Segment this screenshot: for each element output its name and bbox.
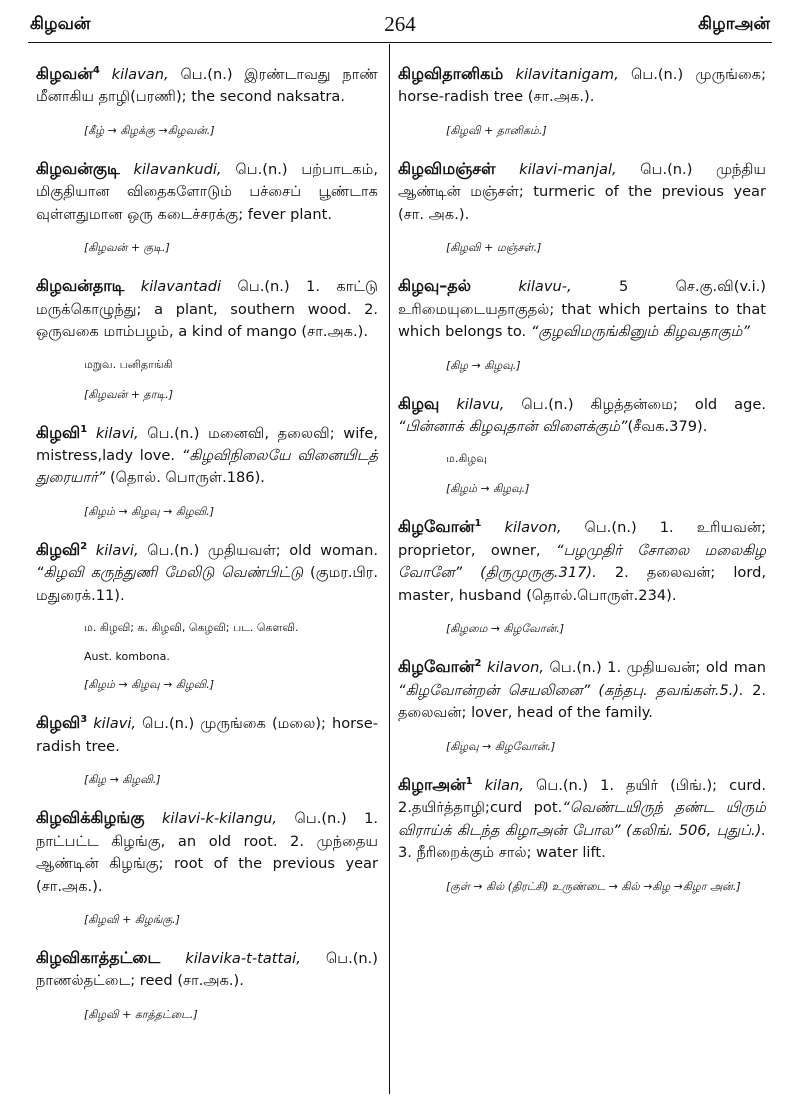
citation-source: (சீவக.379). <box>627 417 708 435</box>
entry-text <box>36 419 378 490</box>
transliteration: kilavi, <box>93 715 137 733</box>
etymology: [கிழமை → கிழவோன்.] <box>446 622 565 636</box>
dictionary-entry <box>36 272 378 418</box>
definition: பெ.(n.) கிழத்தன்மை; old age. <box>504 395 766 413</box>
transliteration: kilavu-, <box>518 278 572 296</box>
transliteration: kilavu, <box>456 395 505 413</box>
entry-text <box>398 60 766 109</box>
definition: பெ.(n.) 1. காட்டு மருக்கொழுந்து; a plant, southern wood. 2. ஒருவகை மாம்பழம், a kind of mango (சா.அக.). <box>36 278 378 341</box>
transliteration: kilavika-t-tattai, <box>185 949 301 967</box>
notes <box>36 358 378 373</box>
definition: பெ.(n.) இரண்டாவது நாண் மீனாகிய தாழி(பரணி); the second naksatra. <box>36 65 378 106</box>
transliteration: kilavon, <box>504 519 562 537</box>
entry-text <box>36 536 378 607</box>
etymology: [கிழம் → கிழவு.] <box>446 482 530 496</box>
entry-text <box>398 272 766 343</box>
citation-source: (தொல். பொருள்.186). <box>105 469 265 487</box>
headword: கிழவிதானிகம் <box>398 63 504 83</box>
notes <box>398 452 766 467</box>
etymology: [கிழவன் + தாடி.] <box>84 387 174 401</box>
headword: கிழவி <box>36 422 81 442</box>
transliteration: kilavitanigam, <box>515 65 619 83</box>
entry-gap <box>36 1023 378 1039</box>
header-rule <box>28 42 772 43</box>
dictionary-entry <box>398 60 766 155</box>
left-column <box>36 60 378 1039</box>
transliteration: kilavi, <box>95 424 139 442</box>
header-left-guideword: கிழவன் <box>30 14 91 34</box>
homonym-number: 4 <box>92 65 100 76</box>
entry-text <box>36 60 378 109</box>
etymology: [கிழ → கிழவி.] <box>84 773 161 787</box>
cognate-note: ம. கிழவி; க. கிழவி, கெழவி; பட. கெளவி. <box>84 621 299 635</box>
transliteration: kilavi, <box>95 541 139 559</box>
headword: கிழவோன் <box>398 657 475 677</box>
headword: கிழவன்தாடி <box>36 276 125 296</box>
entry-text <box>398 390 766 439</box>
entry-gap <box>36 928 378 944</box>
entry-gap <box>36 788 378 804</box>
definition: பெ.(n.) பற்பாடகம், மிகுதியான விதைகளோடும் பச்சைப் பூண்டாக வுள்ளதுமான ஒரு கடைச்சரக்கு; fever plant. <box>36 160 378 223</box>
definition: பெ.(n.) 1. முதியவன்; old man <box>544 659 767 677</box>
transliteration: kilan, <box>484 776 524 794</box>
entry-gap <box>398 637 766 653</box>
definition: பெ.(n.) 1. நாட்பட்ட கிழங்கு, an old root. 2. முந்தைய ஆண்டின் கிழங்கு; root of the previous year (சா.அக.). <box>36 810 378 895</box>
homonym-number: 1 <box>80 423 88 435</box>
page-number: 264 <box>384 12 416 36</box>
dictionary-entry <box>36 709 378 804</box>
etymology: [கிழவு → கிழவோன்.] <box>446 739 556 753</box>
entry-gap <box>398 374 766 390</box>
entry-gap <box>36 403 378 419</box>
etymology: [குள் → கில் (திரட்சி) உருண்டை → கில் →கிழ →கிழா அன்.] <box>446 879 741 893</box>
homonym-number: 3 <box>80 714 88 726</box>
entry-text <box>36 709 378 758</box>
entry-text <box>398 771 766 865</box>
page-header <box>0 14 800 38</box>
cognate-note: மறுவ. பனிதாங்கி <box>84 357 173 371</box>
dictionary-entry <box>398 155 766 272</box>
headword: கிழவி <box>36 713 81 733</box>
dictionary-entry <box>36 944 378 1039</box>
dictionary-entry <box>398 390 766 514</box>
headword: கிழவன் <box>36 63 93 83</box>
dictionary-entry <box>36 60 378 155</box>
headword: கிழவிக்கிழங்கு <box>36 808 145 828</box>
headword: கிழவு–தல் <box>398 276 471 296</box>
definition: பெ.(n.) முருங்கை (மலை); horse-radish tree. <box>36 715 379 755</box>
dictionary-entry <box>36 419 378 536</box>
cognate-note: Aust. kombona. <box>84 650 170 664</box>
homonym-number: 2 <box>474 658 482 670</box>
headword: கிழவன்குடி <box>36 158 120 178</box>
etymology: [கிழம் → கிழவு → கிழவி.] <box>84 678 214 692</box>
headword: கிழவோன் <box>398 517 475 537</box>
definition: பெ.(n.) முந்திய ஆண்டின் மஞ்சள்; turmeric of the previous year (சா. அக.). <box>398 160 767 223</box>
citation-quote: “வெண்டயிருந் தண்ட யிரும் விராய்க் கிடந்த கிழாஅன் போல” (கலிங். 506, புதுப்.). <box>398 799 766 839</box>
transliteration: kilavan, <box>111 65 169 83</box>
citation-quote: “கிழவிநிலையே வினையிடத் துரையார்” <box>36 446 378 487</box>
definition: பெ.(n.) 1. உரியவன்; proprietor, owner, <box>398 519 766 559</box>
entry-gap <box>398 497 766 513</box>
dictionary-entry <box>36 536 378 709</box>
citation-source: (குமர.பிர. மதுரைக்.11). <box>36 564 378 604</box>
entry-gap <box>398 256 766 272</box>
entry-gap <box>36 693 378 709</box>
entry-text <box>398 513 766 607</box>
homonym-number: 1 <box>474 518 482 530</box>
entry-gap <box>36 139 378 155</box>
transliteration: kilavon, <box>487 659 544 677</box>
etymology: [கீழ் → கிழக்கு →கிழவன்.] <box>84 123 215 137</box>
transliteration: kilavankudi, <box>133 160 222 178</box>
etymology: [கிழ → கிழவு.] <box>446 358 521 372</box>
headword: கிழாஅன் <box>398 774 466 794</box>
headword: கிழவிமஞ்சள் <box>398 158 496 178</box>
citation-quote: “கிழவி கருந்துணி மேலிடு வெண்பிட்டு <box>36 564 304 582</box>
entry-gap <box>398 755 766 771</box>
dictionary-entry <box>398 272 766 389</box>
etymology: [கிழவி + மஞ்சள்.] <box>446 241 542 255</box>
entry-text <box>36 272 378 343</box>
transliteration: kilavantadi <box>140 278 222 296</box>
citation-quote: “பழமுதிர் சோலை மலைகிழ வோனே” (திருமுருகு.317). <box>398 541 766 582</box>
etymology: [கிழவி + கிழங்கு.] <box>84 913 180 927</box>
transliteration: kilavi-manjal, <box>519 160 617 178</box>
entry-text <box>36 804 378 898</box>
etymology: [கிழவி + தானிகம்.] <box>446 123 547 137</box>
dictionary-entry <box>398 653 766 770</box>
notes <box>36 621 378 663</box>
entry-gap <box>398 895 766 911</box>
entry-text <box>398 653 766 724</box>
citation-source: 2. தலைவன்; lord, master, husband (தொல்.பொருள்.234). <box>398 564 767 604</box>
dictionary-entry <box>36 804 378 944</box>
etymology: [கிழவன் + குடி.] <box>84 241 170 255</box>
transliteration: kilavi-k-kilangu, <box>161 810 278 828</box>
cognate-note: ம.கிழவு <box>446 452 487 466</box>
entry-gap <box>36 256 378 272</box>
dictionary-entry <box>398 513 766 653</box>
definition: பெ.(n.) நாணல்தட்டை; reed (சா.அக.). <box>36 949 378 990</box>
etymology: [கிழவி + காத்தட்டை.] <box>84 1007 198 1021</box>
right-column <box>398 60 766 911</box>
citation-source: 3. நீரிறைக்கும் சால்; water lift. <box>398 844 606 862</box>
citation-source: 2. தலைவன்; lover, head of the family. <box>398 681 766 722</box>
entry-gap <box>398 139 766 155</box>
definition: பெ.(n.) முருங்கை; horse-radish tree (சா.அக.). <box>398 65 766 106</box>
homonym-number: 2 <box>80 540 88 552</box>
entry-text <box>36 155 378 226</box>
dictionary-entry <box>398 771 766 911</box>
entry-gap <box>36 520 378 536</box>
citation-quote: “கிழவோன்றன் செயலினை” (கந்தபு. தவங்கள்.5.). <box>398 681 744 699</box>
homonym-number: 1 <box>465 775 473 787</box>
citation-quote: “பின்னாக் கிழவுதான் விளைக்கும்” <box>398 417 628 435</box>
etymology: [கிழம் → கிழவு → கிழவி.] <box>84 504 214 518</box>
definition: பெ.(n.) மனைவி, தலைவி; wife, mistress,lady love. <box>36 424 379 464</box>
header-right-guideword: கிழாஅன் <box>698 14 770 34</box>
citation-quote: “குழவிமருங்கினும் கிழவதாகும்” <box>530 323 750 341</box>
definition: பெ.(n.) 1. தயிர் (பிங்.); curd. 2.தயிர்த்தாழி;curd pot. <box>398 776 766 817</box>
entry-text <box>36 944 378 993</box>
definition: 5 செ.கு.வி(v.i.) உரிமையுடையதாகுதல்; that which pertains to that which belongs to. <box>398 278 766 341</box>
column-divider <box>389 44 390 1094</box>
headword: கிழவிகாத்தட்டை <box>36 947 161 967</box>
definition: பெ.(n.) முதியவள்; old woman. <box>138 541 379 559</box>
headword: கிழவி <box>36 539 81 559</box>
dictionary-entry <box>36 155 378 272</box>
headword: கிழவு <box>398 393 440 413</box>
entry-text <box>398 155 766 226</box>
